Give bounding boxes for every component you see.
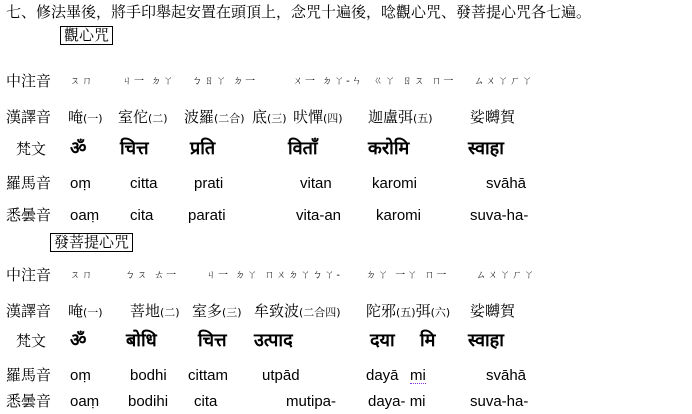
zhuyin-prati: ㄅㄖㄚ ㄉ一 xyxy=(192,76,258,87)
chinese-feidan: 吠憚(四) xyxy=(293,108,343,126)
zhuyin-daya-mi: ㄉㄚ 一ㄚ ㄇ一 xyxy=(366,270,449,281)
zhuyin-svaha: ㄙㄨㄚㄏㄚ xyxy=(474,76,534,87)
label-tan: 悉曇音 xyxy=(6,206,52,224)
roman-karomi: karomi xyxy=(372,175,418,192)
roman-prati: prati xyxy=(194,175,224,192)
label-roman-2: 羅馬音 xyxy=(6,366,52,384)
label-tan-2: 悉曇音 xyxy=(6,392,52,410)
roman-daya: dayā xyxy=(366,367,399,384)
roman-om-2: oṃ xyxy=(70,367,91,384)
tan-cita: cita xyxy=(130,207,154,224)
tan-parati: parati xyxy=(188,207,226,224)
siddham-svaha-2: स्वाहा xyxy=(468,330,504,351)
tan-cita-2: cita xyxy=(194,393,218,410)
roman-utpad: utpād xyxy=(262,367,300,384)
zhuyin-om-2: ㄡㄇ xyxy=(70,270,94,281)
siddham-vitan: विताँ xyxy=(288,138,318,159)
chinese-an: 唵(一) xyxy=(68,108,103,126)
tan-suva-ha: suva-ha- xyxy=(470,207,529,224)
section-title-fa-puti-xin-zhou: 發菩提心咒 xyxy=(50,233,133,252)
siddham-om: ॐ xyxy=(70,138,87,159)
chinese-shiduo: 室多(三) xyxy=(192,302,242,320)
roman-svaha: svāhā xyxy=(486,175,527,192)
tan-suva-ha-2: suva-ha- xyxy=(470,393,529,410)
tan-mutipa: mutipa- xyxy=(286,393,337,410)
roman-vitan: vitan xyxy=(300,175,332,192)
siddham-citta-2: चित्त xyxy=(198,330,227,351)
siddham-utpada: उत्पाद xyxy=(254,330,293,351)
siddham-karomi: करोमि xyxy=(368,138,410,159)
chinese-pudi: 菩地(二) xyxy=(130,302,180,320)
label-siddham: 梵文 xyxy=(16,140,47,158)
siddham-mi: मि xyxy=(420,330,436,351)
roman-svaha-2: svāhā xyxy=(486,367,527,384)
tan-vita-an: vita-an xyxy=(296,207,342,224)
section-title-guan-xin-zhou: 觀心咒 xyxy=(60,26,113,45)
siddham-svaha: स्वाहा xyxy=(468,138,504,159)
siddham-prati: प्रति xyxy=(190,138,216,159)
chinese-boluo: 波羅(二合) xyxy=(184,108,245,126)
zhuyin-cittam-utpad: ㄐ一 ㄉㄚ ㄇㄨㄉㄚㄅㄚ- xyxy=(206,270,342,281)
siddham-om-2: ॐ xyxy=(70,330,87,351)
chinese-an-2: 唵(一) xyxy=(68,302,103,320)
label-chinese: 漢譯音 xyxy=(6,108,52,126)
zhuyin-karomi: ㄍㄚ ㄖㄡ ㄇ一 xyxy=(373,76,456,87)
tan-daya-mi: daya- mi xyxy=(368,393,426,410)
roman-cittam: cittam xyxy=(188,367,229,384)
siddham-daya: दया xyxy=(370,330,395,351)
chinese-di: 底(三) xyxy=(252,108,287,126)
siddham-bodhi: बोधि xyxy=(126,330,157,351)
siddham-citta: चित्त xyxy=(120,138,149,159)
roman-om: oṃ xyxy=(70,175,91,192)
roman-mi: mi xyxy=(410,367,426,384)
zhuyin-om: ㄡㄇ xyxy=(70,76,94,87)
zhuyin-svaha-2: ㄙㄨㄚㄏㄚ xyxy=(476,270,536,281)
chinese-suopohe-2: 娑嚩賀 xyxy=(470,302,516,320)
tan-oam-2: oaṃ xyxy=(70,393,100,410)
label-zhuyin-2: 中注音 xyxy=(6,266,52,284)
zhuyin-vitan: ㄨ一 ㄉㄚ-ㄣ xyxy=(293,76,364,87)
roman-citta: citta xyxy=(130,175,158,192)
chinese-shituo: 室佗(二) xyxy=(118,108,168,126)
chinese-tuoye-mi: 陀邪(五)弭(六) xyxy=(366,302,451,320)
zhuyin-bodhi: ㄅㄡ ㄊ一 xyxy=(125,270,179,281)
zhuyin-citta: ㄐ一 ㄉㄚ xyxy=(122,76,176,87)
instruction-text: 七、修法畢後，將手印舉起安置在頭頂上，念咒十遍後，唸觀心咒、發菩提心咒各七遍。 xyxy=(6,3,592,21)
tan-karomi: karomi xyxy=(376,207,422,224)
chinese-jialumi: 迦盧弭(五) xyxy=(368,108,433,126)
chinese-suopohe: 娑嚩賀 xyxy=(470,108,516,126)
label-roman: 羅馬音 xyxy=(6,174,52,192)
chinese-mouzhibo: 牟致波(二合四) xyxy=(254,302,341,320)
tan-bodihi: bodihi xyxy=(128,393,169,410)
label-zhuyin: 中注音 xyxy=(6,72,52,90)
label-chinese-2: 漢譯音 xyxy=(6,302,52,320)
label-siddham-2: 梵文 xyxy=(16,332,47,350)
roman-bodhi: bodhi xyxy=(130,367,167,384)
tan-oam: oaṃ xyxy=(70,207,100,224)
